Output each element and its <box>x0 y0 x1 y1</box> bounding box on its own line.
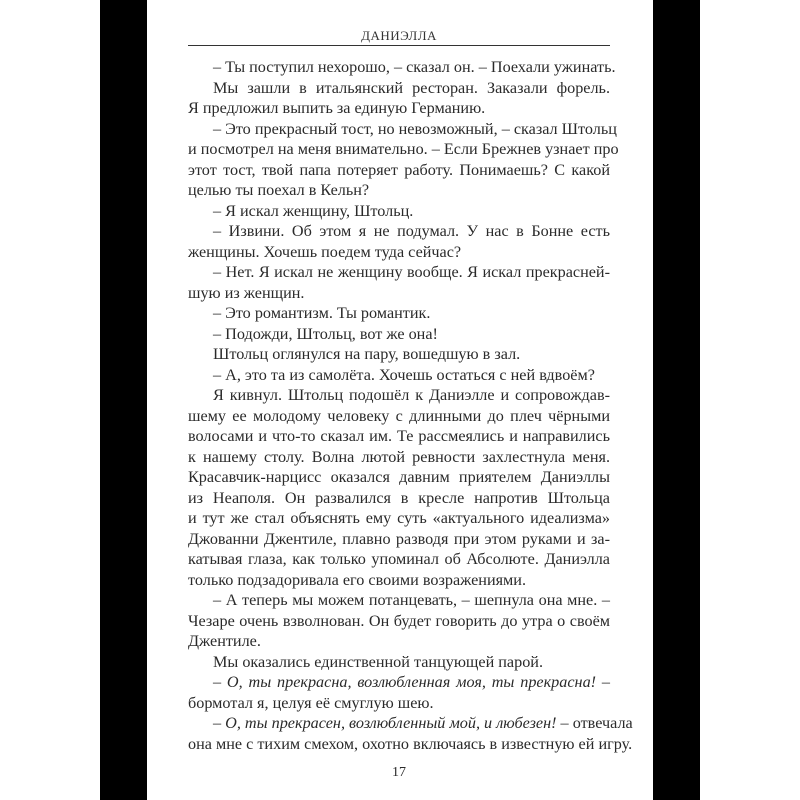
page-number: 17 <box>392 765 406 780</box>
line-text: Чезаре очень взволнован. Он будет говорить до утра о своём <box>188 611 610 630</box>
line-text: Мы оказались единственной танцующей парой. <box>213 652 544 671</box>
text-line <box>188 529 610 550</box>
line-text: Мы зашли в итальянский ресторан. Заказали форель. <box>213 78 610 97</box>
text-line <box>188 221 610 242</box>
header-rule <box>188 45 610 46</box>
text-line <box>188 734 633 755</box>
line-text: катывая глаза, как только упоминал об Абсолюте. Даниэлла <box>188 550 610 568</box>
text-line <box>188 303 610 324</box>
line-text: бормотал я, целуя её смуглую шею. <box>188 693 434 712</box>
running-header: ДАНИЭЛЛА <box>361 28 437 43</box>
text-line <box>188 652 610 673</box>
line-text: – Это прекрасный тост, но невозможный, – сказал Штольц <box>213 119 617 138</box>
line-text: Штольц оглянулся на пару, вошедшую в зал. <box>213 345 521 363</box>
line-text: Джентиле. <box>188 632 261 650</box>
line-text: – А, это та из самолёта. Хочешь остаться с ней вдвоём? <box>213 365 595 384</box>
text-line <box>188 406 610 427</box>
text-line <box>188 344 610 365</box>
text-line <box>188 119 617 140</box>
book-page <box>147 0 653 800</box>
text-line <box>188 365 610 386</box>
text-line <box>188 549 610 570</box>
scan-border-left <box>100 0 147 800</box>
text-line <box>188 713 633 734</box>
text-line <box>188 693 610 714</box>
line-text: Я кивнул. Штольц подошёл к Даниэлле и сопровождав- <box>213 386 610 404</box>
text-line <box>188 283 610 304</box>
line-text: к нашему столу. Волна лютой ревности захлестнула меня. <box>188 447 610 466</box>
line-text: из Неаполя. Он развалился в кресле напротив Штольца <box>188 488 610 507</box>
text-line <box>188 488 610 509</box>
text-line <box>188 611 610 632</box>
line-text: – Я искал женщину, Штольц. <box>213 201 414 220</box>
text-line <box>188 201 610 222</box>
text-line <box>188 426 610 447</box>
italic-quote: – О, ты прекрасен, возлюбленный мой, и любезен! <box>213 714 557 732</box>
line-text: – <box>596 673 610 691</box>
line-text: – Нет. Я искал не женщину вообще. Я искал прекрасней- <box>213 263 610 281</box>
text-line <box>188 160 610 181</box>
line-text: и тут же стал объяснять ему суть «актуального идеализма» <box>188 509 610 527</box>
text-line <box>188 139 619 160</box>
text-line <box>188 242 610 263</box>
text-line <box>188 631 610 652</box>
text-line <box>188 590 610 611</box>
line-text: шему ее молодому человеку с длинными до плеч чёрными <box>188 406 610 425</box>
text-line <box>188 385 610 406</box>
body-text <box>188 57 633 754</box>
line-text: целью ты поехал в Кельн? <box>188 181 370 199</box>
text-line <box>188 508 610 529</box>
line-text: Джованни Джентиле, плавно разводя при этом руками и за- <box>188 529 610 548</box>
text-line <box>188 447 610 468</box>
text-line <box>188 180 610 201</box>
line-text: Я предложил выпить за единую Германию. <box>188 99 486 117</box>
text-line <box>188 324 610 345</box>
line-text: и посмотрел на меня внимательно. – Если Брежнев узнает про <box>188 140 619 158</box>
scan-border-right <box>653 0 700 800</box>
line-text: Красавчик-нарцисс оказался давним приятелем Даниэллы <box>188 468 610 486</box>
line-text: женщины. Хочешь поедем туда сейчас? <box>188 242 462 261</box>
line-text: – отвечала <box>556 714 633 732</box>
line-text: только подзадоривала его своими возражениями. <box>188 570 527 589</box>
italic-quote: – О, ты прекрасна, возлюбленная моя, ты прекрасна! <box>213 673 597 691</box>
text-line <box>188 672 610 693</box>
line-text: этот тост, твой папа потеряет работу. Понимаешь? С какой <box>188 160 610 179</box>
line-text: – Извини. Об этом я не подумал. У нас в Бонне есть <box>213 222 610 240</box>
text-line <box>188 570 610 591</box>
text-line <box>188 262 610 283</box>
line-text: шую из женщин. <box>188 283 305 302</box>
line-text: – Подожди, Штольц, вот же она! <box>213 324 438 343</box>
line-text: – Ты поступил нехорошо, – сказал он. – Поехали ужинать. <box>213 58 616 76</box>
line-text: – А теперь мы можем потанцевать, – шепнула она мне. – <box>213 591 610 609</box>
text-line <box>188 57 616 78</box>
line-text: волосами и что-то сказал им. Те рассмеялись и направились <box>188 427 610 445</box>
text-line <box>188 467 610 488</box>
text-line <box>188 78 610 99</box>
line-text: – Это романтизм. Ты романтик. <box>213 304 431 322</box>
text-line <box>188 98 610 119</box>
line-text: она мне с тихим смехом, охотно включаясь в известную ей игру. <box>188 734 633 753</box>
